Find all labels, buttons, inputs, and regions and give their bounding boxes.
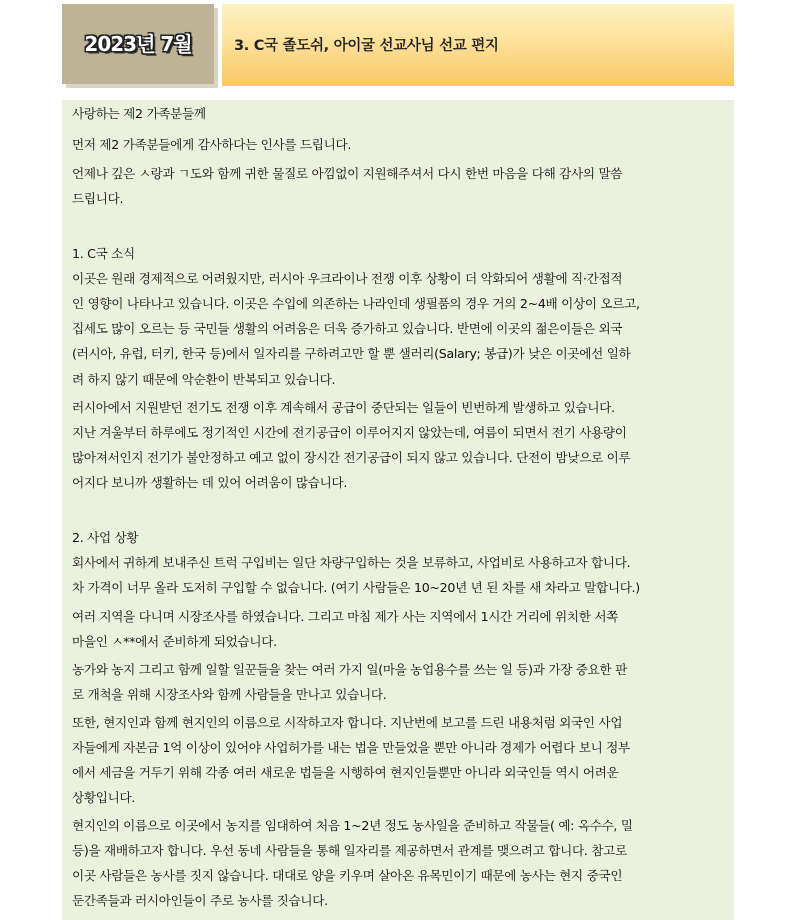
text-line: 드립니다. bbox=[72, 191, 124, 206]
text-line: 상황입니다. bbox=[72, 790, 136, 805]
text-line: 회사에서 귀하게 보내주신 트럭 구입비는 일단 차량구입하는 것을 보류하고, 사업비로 사용하고자 합니다. bbox=[72, 555, 631, 570]
text-line: (러시아, 유럽, 터키, 한국 등)에서 일자리를 구하려고만 할 뿐 샐러리(Salary; 봉급)가 낮은 이곳에선 일하 bbox=[72, 346, 631, 361]
text-line: 농가와 농지 그리고 함께 일할 일꾼들을 찾는 여러 가지 일(마을 농업용수를 쓰는 일 등)과 가장 중요한 판 bbox=[72, 662, 627, 677]
text-line: 이곳 사람들은 농사를 짓지 않습니다. 대대로 양을 키우며 살아온 유목민이기 때문에 농사는 현지 중국인 bbox=[72, 868, 623, 883]
letter-body bbox=[62, 100, 734, 920]
text-line: 둔간족들과 러시아인들이 주로 농사를 짓습니다. bbox=[72, 893, 328, 908]
title-banner bbox=[222, 4, 734, 86]
text-line: 현지인의 이름으로 이곳에서 농지를 임대하여 처음 1~2년 정도 농사일을 준비하고 작물들( 예: 옥수수, 밀 bbox=[72, 818, 633, 833]
text-line: 집세도 많이 오르는 등 국민들 생활의 어려움은 더욱 증가하고 있습니다. 반면에 이곳의 젊은이들은 외국 bbox=[72, 321, 623, 336]
text-line: 언제나 깊은 ㅅ랑과 ㄱ도와 함께 귀한 물질로 아낌없이 지원해주셔서 다시 한번 마음을 다해 감사의 말씀 bbox=[72, 166, 623, 181]
text-line: 먼저 제2 가족분들에게 감사하다는 인사를 드립니다. bbox=[72, 137, 352, 152]
text-line: 려 하지 않기 때문에 악순환이 반복되고 있습니다. bbox=[72, 372, 336, 387]
text-line: 사랑하는 제2 가족분들께 bbox=[72, 106, 206, 121]
text-line: 에서 세금을 거두기 위해 각종 여러 새로운 법들을 시행하여 현지인들뿐만 아니라 외국인들 역시 어려운 bbox=[72, 765, 619, 780]
text-line: 등)을 재배하고자 합니다. 우선 동네 사람들을 통해 일자리를 제공하면서 관계를 맺으려고 합니다. 참고로 bbox=[72, 843, 627, 858]
text-line: 이곳은 원래 경제적으로 어려웠지만, 러시아 우크라이나 전쟁 이후 상황이 더 악화되어 생활에 직·간접적 bbox=[72, 271, 623, 286]
text-line: 어지다 보니까 생활하는 데 있어 어려움이 많습니다. bbox=[72, 475, 348, 490]
text-line: 또한, 현지인과 함께 현지인의 이름으로 시작하고자 합니다. 지난번에 보고를 드린 내용처럼 외국인 사업 bbox=[72, 715, 623, 730]
section-heading: 1. C국 소식 bbox=[72, 246, 135, 261]
section-heading: 2. 사업 상황 bbox=[72, 530, 139, 545]
text-line: 지난 겨울부터 하루에도 정기적인 시간에 전기공급이 이루어지지 않았는데, 여름이 되면서 전기 사용량이 bbox=[72, 425, 627, 440]
text-line: 여러 지역을 다니며 시장조사를 하였습니다. 그리고 마침 제가 사는 지역에서 1시간 거리에 위치한 서쪽 bbox=[72, 609, 619, 624]
text-line: 차 가격이 너무 올라 도저히 구입할 수 없습니다. (여기 사람들은 10~20년 년 된 차를 새 차라고 말합니다.) bbox=[72, 580, 640, 595]
date-label: 2023년 7월 bbox=[84, 32, 192, 56]
letter-title: 3. C국 졸도쉬, 아이굴 선교사님 선교 편지 bbox=[234, 38, 499, 54]
text-line: 로 개척을 위해 시장조사와 함께 사람들을 만나고 있습니다. bbox=[72, 687, 387, 702]
letter-header bbox=[0, 0, 800, 100]
text-line: 많아져서인지 전기가 불안정하고 예고 없이 장시간 전기공급이 되지 않고 있습니다. 단전이 밤낮으로 이루 bbox=[72, 450, 631, 465]
text-line: 인 영향이 나타나고 있습니다. 이곳은 수입에 의존하는 나라인데 생필품의 경우 거의 2~4배 이상이 오르고, bbox=[72, 296, 640, 311]
text-line: 자들에게 자본금 1억 이상이 있어야 사업허가를 내는 법을 만들었을 뿐만 아니라 경제가 어렵다 보니 정부 bbox=[72, 740, 630, 755]
date-badge bbox=[62, 4, 214, 84]
text-line: 마을인 ㅅ**에서 준비하게 되었습니다. bbox=[72, 634, 277, 649]
text-line: 러시아에서 지원받던 전기도 전쟁 이후 계속해서 공급이 중단되는 일들이 빈번하게 발생하고 있습니다. bbox=[72, 400, 615, 415]
